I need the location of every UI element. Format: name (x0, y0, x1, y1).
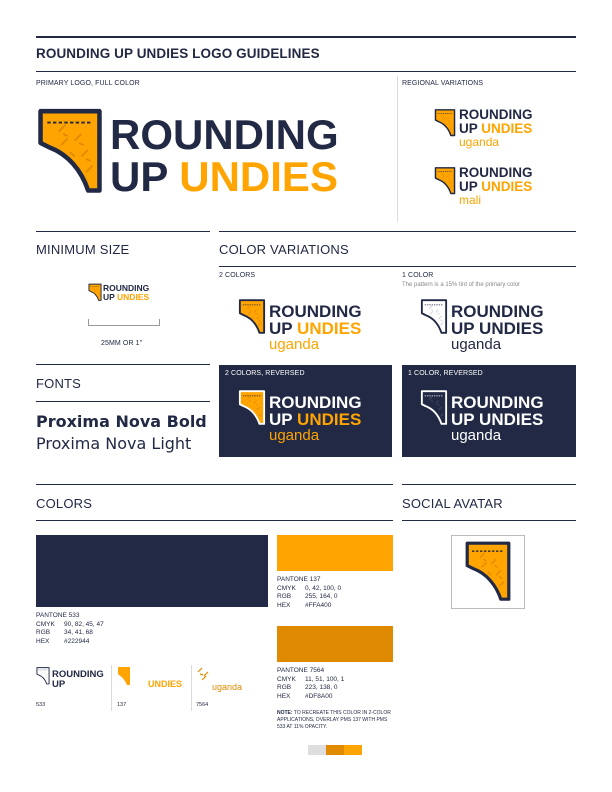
undies-icon (420, 298, 448, 336)
section-rule (219, 231, 576, 232)
regional-sub: uganda (459, 135, 500, 149)
one-color-label: 1 COLOR (402, 272, 434, 279)
section-rule (402, 484, 576, 485)
section-rule (219, 266, 576, 267)
swatch-137 (277, 535, 393, 571)
sep-label-533: 533 (36, 702, 46, 708)
pattern-icon (196, 666, 210, 682)
font-light-sample: Proxima Nova Light (36, 434, 192, 453)
sep-label-7564: 7564 (196, 702, 209, 708)
sep-logo-533: ROUNDING UP (36, 666, 114, 690)
divider (191, 665, 192, 711)
section-rule (36, 520, 393, 521)
undies-icon (238, 389, 266, 427)
sep-logo-137 (117, 666, 131, 690)
section-rule (36, 484, 393, 485)
two-reversed-label: 2 COLORS, REVERSED (225, 370, 305, 377)
primary-logo-label: PRIMARY LOGO, FULL COLOR (36, 80, 140, 87)
undies-icon (434, 166, 456, 196)
top-rule (36, 36, 576, 38)
regional-sub: mali (459, 193, 482, 207)
undies-icon (434, 108, 456, 138)
two-color-logo: ROUNDING UP UNDIES uganda (238, 298, 398, 354)
divider (397, 76, 398, 222)
min-size-logo: ROUNDING UP UNDIES (88, 283, 168, 307)
undies-icon (117, 666, 131, 686)
social-avatar (451, 535, 525, 609)
social-avatar-heading: SOCIAL AVATAR (402, 496, 503, 511)
undies-icon (36, 666, 50, 686)
swatch-533-info: PANTONE 533 CMYK 90, 82, 45, 47 RGB 34, 41, 68 HEX #222944 (36, 612, 104, 645)
sep-undies-137: UNDIES (148, 679, 183, 689)
one-color-note: The pattern is a 15% tint of the primary color (402, 282, 521, 288)
one-color-reversed-panel: 1 COLOR, REVERSED ROUNDING UP UNDIES uganda (402, 365, 576, 457)
size-bracket (88, 319, 160, 326)
min-size-heading: MINIMUM SIZE (36, 242, 130, 257)
section-rule (402, 520, 576, 521)
font-bold-sample: Proxima Nova Bold (36, 412, 207, 431)
swatch-137-info: PANTONE 137 CMYK 0, 42, 100, 0 RGB 255, 164, 0 HEX #FFA400 (277, 576, 342, 609)
undies-icon (464, 540, 512, 604)
primary-logo-line2: UP UNDIES (110, 153, 338, 200)
regional-label: REGIONAL VARIATIONS (402, 80, 484, 87)
undies-icon (420, 389, 448, 427)
swatch-7564-info: PANTONE 7564 CMYK 11, 51, 100, 1 RGB 223, 138, 0 HEX #DF8A00 (277, 667, 345, 700)
section-rule (36, 231, 210, 232)
one-color-logo: ROUNDING UP UNDIES uganda (420, 298, 580, 354)
undies-icon (238, 298, 266, 336)
one-reversed-label: 1 COLOR, REVERSED (408, 370, 483, 377)
section-rule (36, 364, 210, 365)
regional-logo-uganda: ROUNDING UP UNDIES uganda (434, 106, 564, 152)
color-variations-heading: COLOR VARIATIONS (219, 242, 349, 257)
regional-logo-mali: ROUNDING UP UNDIES mali (434, 164, 564, 210)
section-rule (36, 401, 210, 402)
overlay-note: NOTE: TO RECREATE THIS COLOR IN 2-COLOR APPLICATIONS, OVERLAY PMS 137 WITH PMS 533 AT 11% OPACITY. (277, 710, 391, 730)
two-color-reversed-panel: 2 COLORS, REVERSED ROUNDING UP UNDIES uganda (219, 365, 392, 457)
page-title: ROUNDING UP UNDIES LOGO GUIDELINES (36, 46, 320, 61)
colors-heading: COLORS (36, 496, 93, 511)
sep-logo-7564: uganda (196, 666, 256, 694)
divider (111, 665, 112, 711)
undies-icon (88, 283, 102, 302)
primary-logo-line1: ROUNDING (110, 111, 339, 158)
swatch-533 (36, 535, 268, 607)
swatch-7564 (277, 626, 393, 662)
two-colors-label: 2 COLORS (219, 272, 256, 279)
overlay-strip (308, 745, 362, 755)
header-rule (36, 71, 576, 72)
undies-icon (36, 106, 104, 198)
fonts-heading: FONTS (36, 376, 82, 391)
primary-logo (36, 104, 476, 204)
min-size-caption: 25MM OR 1" (101, 340, 143, 347)
sep-label-137: 137 (117, 702, 127, 708)
